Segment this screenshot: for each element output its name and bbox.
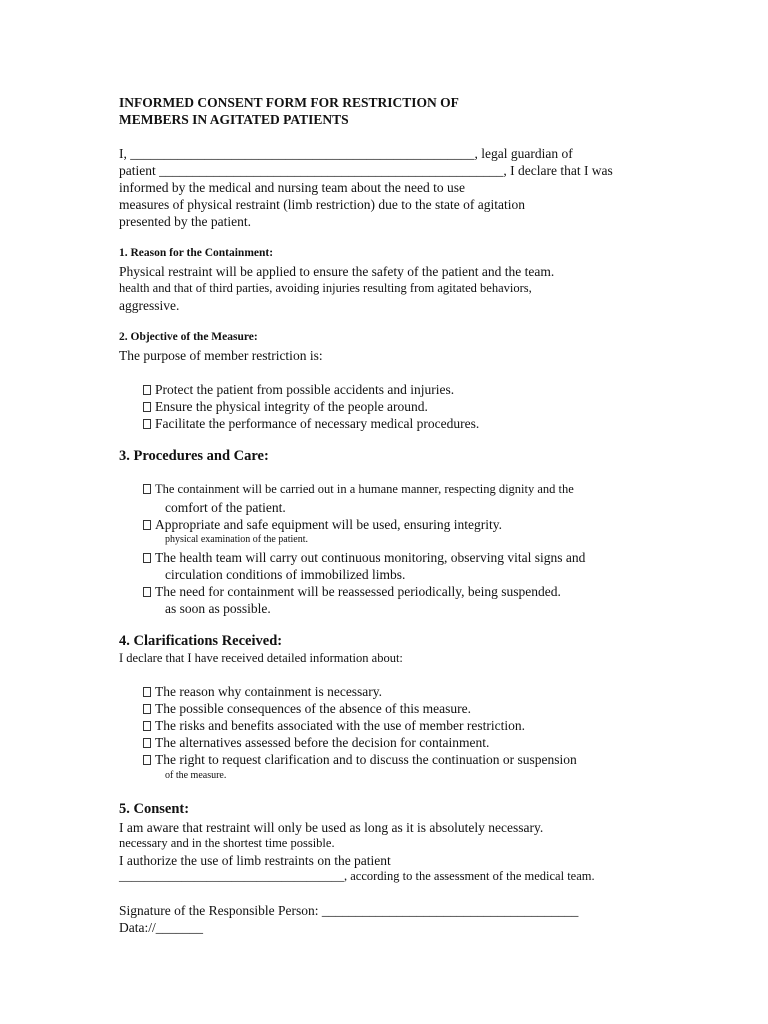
section-3-item-1: The containment will be carried out in a humane manner, respecting dignity and the — [143, 481, 574, 498]
checkbox-icon — [143, 687, 151, 697]
checkbox-icon — [143, 553, 151, 563]
checkbox-icon — [143, 520, 151, 530]
intro-line-5: presented by the patient. — [119, 214, 251, 229]
checkbox-icon — [143, 385, 151, 395]
section-1-line-2: health and that of third parties, avoiding injuries resulting from agitated behaviors, — [119, 281, 532, 295]
intro-line-2: patient ___________________________________________________, I declare that I was — [119, 163, 613, 178]
section-5-line-4: ____________________________________, according to the assessment of the medical team. — [119, 869, 595, 883]
checkbox-icon — [143, 419, 151, 429]
section-2-item-1: Protect the patient from possible accidents and injuries. — [143, 381, 454, 398]
section-5-heading: 5. Consent: — [119, 801, 190, 817]
section-1-line-1: Physical restraint will be applied to ensure the safety of the patient and the team. — [119, 264, 555, 279]
checkbox-icon — [143, 704, 151, 714]
section-3-item-4-cont: as soon as possible. — [165, 601, 271, 616]
section-4-item-5-cont: of the measure. — [165, 770, 227, 781]
checkbox-icon — [143, 484, 151, 494]
section-5-line-2: necessary and in the shortest time possible. — [119, 836, 335, 850]
form-title-line-2: MEMBERS IN AGITATED PATIENTS — [119, 112, 349, 127]
section-4-intro: I declare that I have received detailed information about: — [119, 651, 403, 665]
section-3-item-2-cont: physical examination of the patient. — [165, 534, 309, 545]
section-5-line-1: I am aware that restraint will only be used as long as it is absolutely necessary. — [119, 820, 544, 835]
intro-line-4: measures of physical restraint (limb restriction) due to the state of agitation — [119, 197, 526, 212]
checkbox-icon — [143, 721, 151, 731]
checkbox-icon — [143, 755, 151, 765]
checkbox-icon — [143, 402, 151, 412]
section-2-intro: The purpose of member restriction is: — [119, 348, 323, 363]
checkbox-icon — [143, 587, 151, 597]
section-2-item-2: Ensure the physical integrity of the people around. — [143, 398, 428, 415]
section-5-line-3: I authorize the use of limb restraints on the patient — [119, 853, 391, 868]
section-4-item-2: The possible consequences of the absence of this measure. — [143, 700, 471, 717]
checkbox-icon — [143, 738, 151, 748]
signature-line: Signature of the Responsible Person: ______________________________________ — [119, 903, 579, 918]
section-3-item-1-cont: comfort of the patient. — [165, 500, 286, 515]
section-4-heading: 4. Clarifications Received: — [119, 633, 283, 649]
section-3-item-2: Appropriate and safe equipment will be used, ensuring integrity. — [143, 516, 502, 533]
section-3-item-3-cont: circulation conditions of immobilized limbs. — [165, 567, 406, 582]
section-1-heading: 1. Reason for the Containment: — [119, 247, 274, 259]
section-4-item-4: The alternatives assessed before the decision for containment. — [143, 734, 489, 751]
form-title-line-1: INFORMED CONSENT FORM FOR RESTRICTION OF — [119, 95, 459, 110]
section-2-heading: 2. Objective of the Measure: — [119, 331, 258, 343]
section-2-item-3: Facilitate the performance of necessary medical procedures. — [143, 415, 479, 432]
date-line: Data://_______ — [119, 920, 203, 935]
section-3-heading: 3. Procedures and Care: — [119, 448, 269, 464]
section-4-item-1: The reason why containment is necessary. — [143, 683, 382, 700]
section-3-item-3: The health team will carry out continuous monitoring, observing vital signs and — [143, 549, 585, 566]
intro-line-1: I, ___________________________________________________, legal guardian of — [119, 146, 573, 161]
section-3-item-4: The need for containment will be reassessed periodically, being suspended. — [143, 583, 561, 600]
section-1-line-3: aggressive. — [119, 298, 180, 313]
intro-line-3: informed by the medical and nursing team about the need to use — [119, 180, 466, 195]
section-4-item-3: The risks and benefits associated with the use of member restriction. — [143, 717, 525, 734]
section-4-item-5: The right to request clarification and to discuss the continuation or suspension — [143, 751, 577, 768]
